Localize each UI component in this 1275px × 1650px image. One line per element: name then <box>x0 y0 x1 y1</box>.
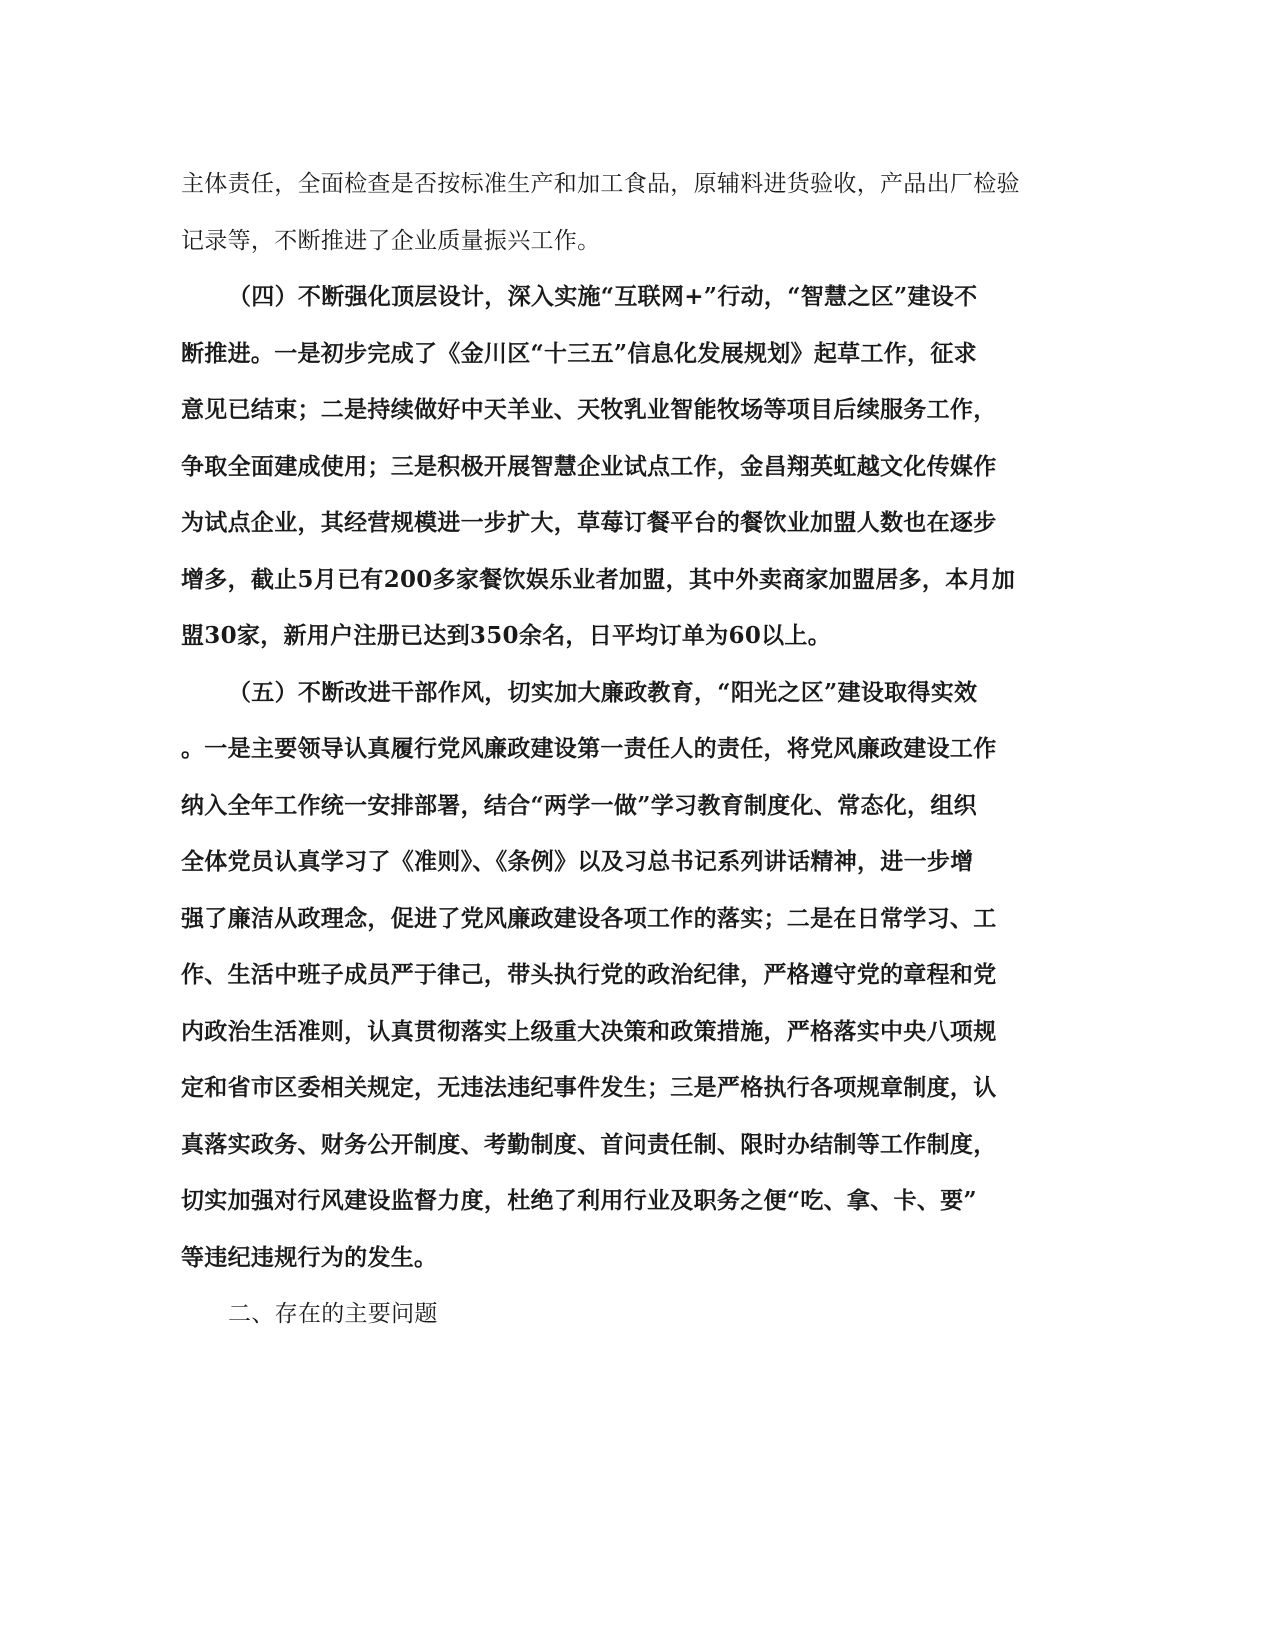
text-line: 定和省市区委相关规定，无违法违纪事件发生；三是严格执行各项规章制度，认 <box>181 1074 997 1101</box>
text-line: 盟30家，新用户注册已达到350余名，日平均订单为60以上。 <box>181 622 832 649</box>
text-line: 切实加强对行风建设监督力度，杜绝了利用行业及职务之便“吃、拿、卡、要” <box>181 1187 977 1214</box>
text-line: 纳入全年工作统一安排部署，结合“两学一做”学习教育制度化、常态化，组织 <box>181 792 977 819</box>
text-line: 真落实政务、财务公开制度、考勤制度、首问责任制、限时办结制等工作制度， <box>181 1131 997 1158</box>
text-line: 主体责任，全面检查是否按标准生产和加工食品，原辅料进货验收，产品出厂检验 <box>181 171 1020 197</box>
section-heading-5: （五）不断改进干部作风，切实加大廉政教育，“阳光之区”建设取得实效 <box>228 679 978 706</box>
text-line: 。一是主要领导认真履行党风廉政建设第一责任人的责任，将党风廉政建设工作 <box>181 735 997 762</box>
text-line: 记录等，不断推进了企业质量振兴工作。 <box>181 228 601 254</box>
text-line: 作、生活中班子成员严于律己，带头执行党的政治纪律，严格遵守党的章程和党 <box>181 961 997 988</box>
text-line: 增多，截止5月已有200多家餐饮娱乐业者加盟，其中外卖商家加盟居多，本月加 <box>181 566 1016 593</box>
text-line: 为试点企业，其经营规模进一步扩大，草莓订餐平台的餐饮业加盟人数也在逐步 <box>181 509 997 536</box>
text-line: 争取全面建成使用；三是积极开展智慧企业试点工作，金昌翔英虹越文化传媒作 <box>181 453 997 480</box>
text-line: 全体党员认真学习了《准则》、《条例》以及习总书记系列讲话精神，进一步增 <box>181 848 974 875</box>
text-line: 意见已结束；二是持续做好中天羊业、天牧乳业智能牧场等项目后续服务工作， <box>181 396 997 423</box>
section-heading-4: （四）不断强化顶层设计，深入实施“互联网+”行动，“智慧之区”建设不 <box>228 283 978 310</box>
text-line: 强了廉洁从政理念，促进了党风廉政建设各项工作的落实；二是在日常学习、工 <box>181 905 997 932</box>
text-line: 断推进。一是初步完成了《金川区“十三五”信息化发展规划》起草工作，征求 <box>181 340 977 367</box>
text-line: 等违纪违规行为的发生。 <box>181 1244 438 1271</box>
section-heading-problems: 二、存在的主要问题 <box>228 1301 438 1327</box>
text-line: 内政治生活准则，认真贯彻落实上级重大决策和政策措施，严格落实中央八项规 <box>181 1018 997 1045</box>
